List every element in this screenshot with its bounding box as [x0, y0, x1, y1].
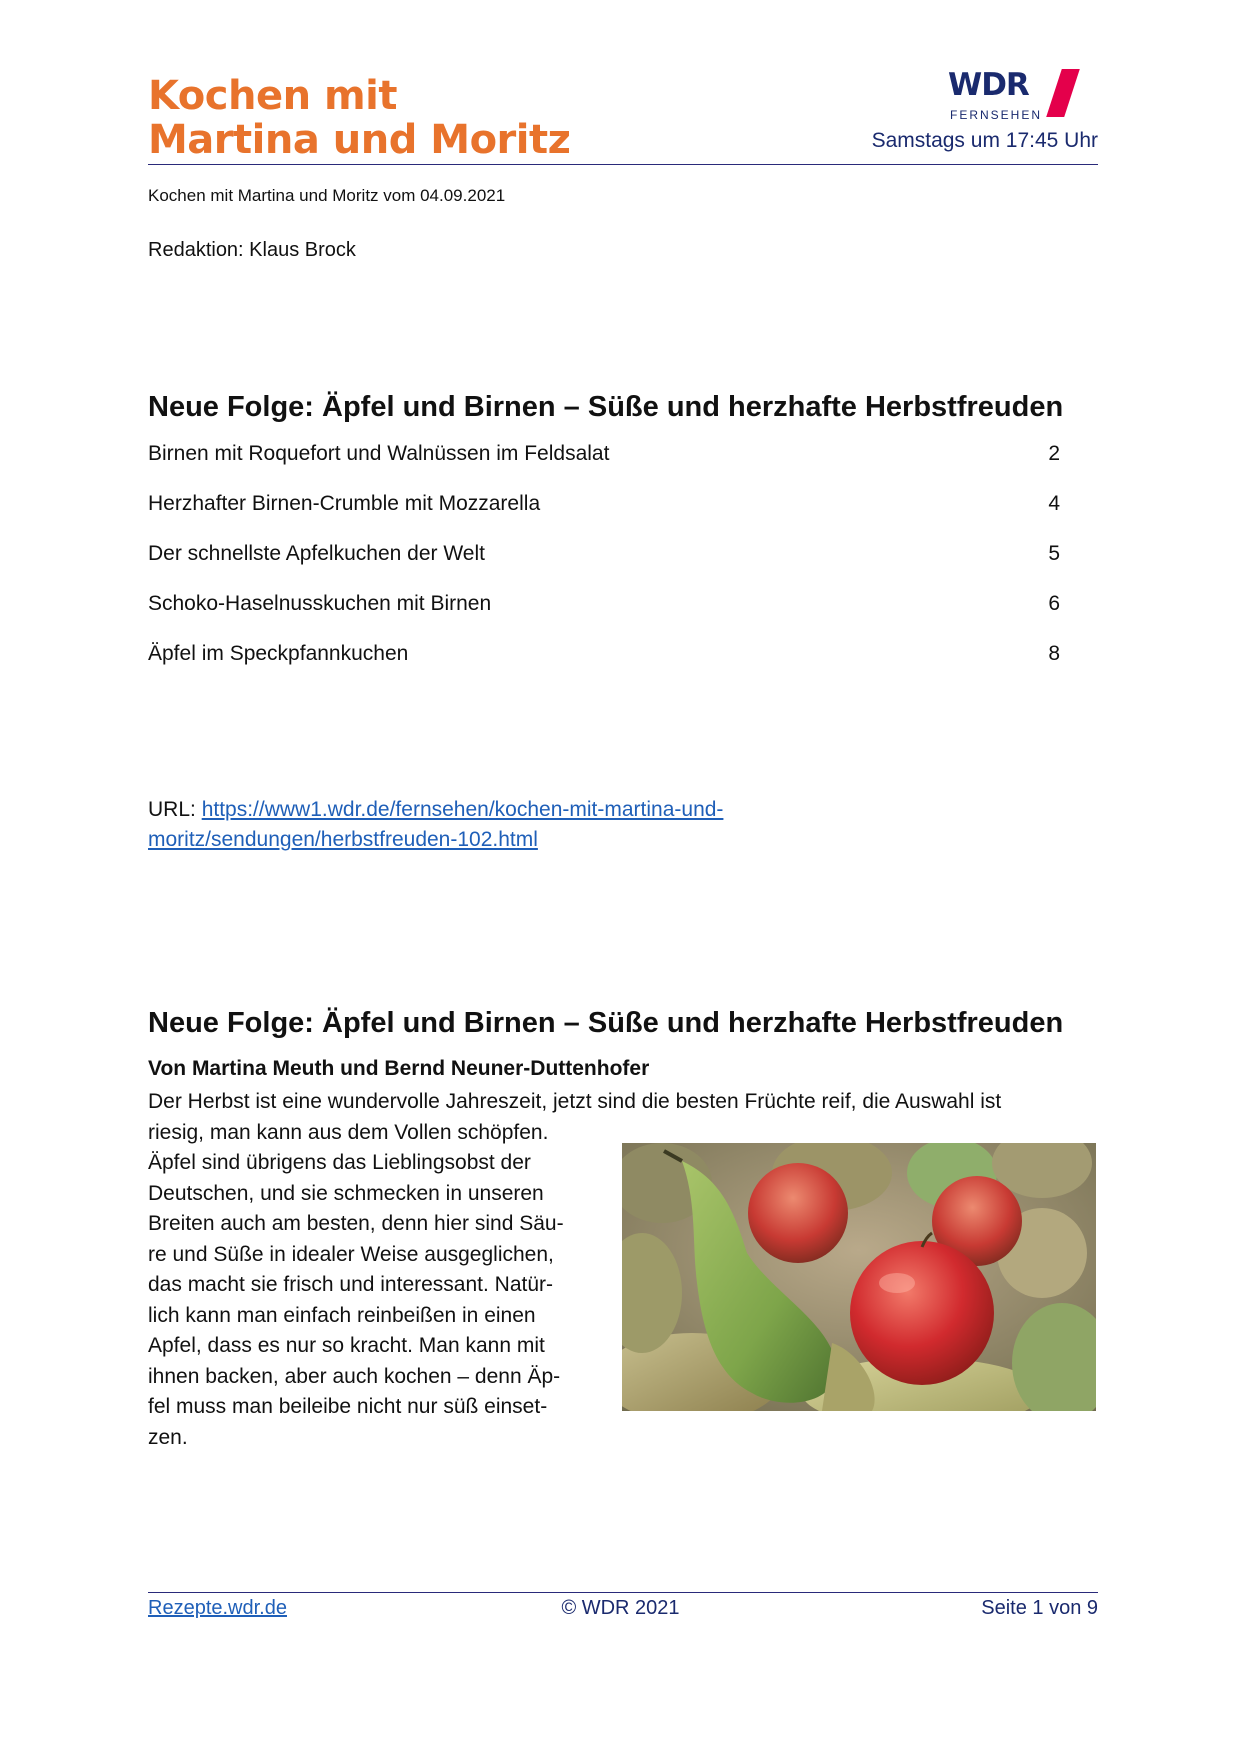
toc-entry-title: Birnen mit Roquefort und Walnüssen im Feldsalat [148, 442, 610, 465]
footer-site-link[interactable]: Rezepte.wdr.de [148, 1597, 287, 1619]
article-line: Breiten auch am besten, denn hier sind Säu- [148, 1212, 564, 1235]
toc-entry-title: Schoko-Haselnusskuchen mit Birnen [148, 592, 492, 615]
article-line: re und Süße in idealer Weise ausgeglichen, [148, 1242, 554, 1266]
article-line: das macht sie frisch und interessant. Natür- [148, 1273, 554, 1296]
url-label: URL: [148, 798, 202, 821]
editor-line: Redaktion: Klaus Brock [148, 239, 356, 261]
article-line: ihnen backen, aber auch kochen – denn Äp- [148, 1364, 561, 1388]
air-time: Samstags um 17:45 Uhr [871, 129, 1098, 152]
show-title-line1: Kochen mit [148, 73, 398, 119]
toc-heading: Neue Folge: Äpfel und Birnen – Süße und herzhafte Herbstfreuden [148, 391, 1064, 423]
toc-entry[interactable] [148, 640, 1060, 668]
article-byline: Von Martina Meuth und Bernd Neuner-Duttenhofer [148, 1057, 650, 1080]
toc-entry-page: 5 [1048, 542, 1060, 565]
article-line: fel muss man beileibe nicht nur süß einset- [148, 1395, 548, 1418]
article-heading: Neue Folge: Äpfel und Birnen – Süße und herzhafte Herbstfreuden [148, 1007, 1064, 1039]
article-line: lich kann man einfach reinbeißen in einen [148, 1303, 536, 1327]
show-title [148, 74, 570, 162]
wdr-logo-text: WDR [948, 67, 1029, 103]
article-line: Deutschen, und sie schmecken in unseren [148, 1181, 544, 1205]
toc-entry-page: 2 [1048, 442, 1060, 465]
toc-entry[interactable] [148, 540, 1060, 568]
article-line: riesig, man kann aus dem Vollen schöpfen. [148, 1120, 549, 1144]
episode-url-link-part1[interactable]: https://www1.wdr.de/fernsehen/kochen-mit-martina-und- [201, 798, 724, 821]
episode-url-link-part2[interactable]: moritz/sendungen/herbstfreuden-102.html [148, 828, 538, 851]
toc-entry-title: Äpfel im Speckpfannkuchen [148, 642, 409, 665]
article-line: zen. [148, 1425, 188, 1449]
url-block [148, 795, 1048, 855]
footer-page-info: Seite 1 von 9 [981, 1597, 1098, 1619]
article-line: Äpfel sind übrigens das Lieblingsobst der [148, 1151, 531, 1174]
toc-entry-page: 4 [1048, 492, 1060, 515]
wdr-logo-subtext: FERNSEHEN [950, 108, 1043, 122]
toc-entry-title: Der schnellste Apfelkuchen der Welt [148, 542, 485, 565]
toc-entry[interactable] [148, 490, 1060, 518]
wdr-logo [948, 67, 1098, 123]
article-line: Apfel, dass es nur so kracht. Man kann mit [148, 1334, 545, 1357]
toc-entry[interactable] [148, 590, 1060, 618]
show-title-line2: Martina und Moritz [148, 117, 571, 163]
wdr-logo-slash-icon [1046, 69, 1080, 117]
apples-pears-photo [622, 1143, 1096, 1411]
footer-copyright: © WDR 2021 [561, 1597, 680, 1619]
toc-entry-page: 6 [1048, 592, 1060, 615]
article-first-line: Der Herbst ist eine wundervolle Jahreszeit, jetzt sind die besten Früchte reif, die Auswahl ist [148, 1090, 1002, 1113]
footer-divider [148, 1592, 1098, 1593]
toc-entry-page: 8 [1048, 642, 1060, 665]
header-divider [148, 164, 1098, 165]
toc-entry-title: Herzhafter Birnen-Crumble mit Mozzarella [148, 492, 541, 515]
episode-line: Kochen mit Martina und Moritz vom 04.09.2021 [148, 186, 506, 205]
article-body [148, 1120, 598, 1453]
toc-entry[interactable] [148, 440, 1060, 468]
table-of-contents [148, 440, 1060, 690]
